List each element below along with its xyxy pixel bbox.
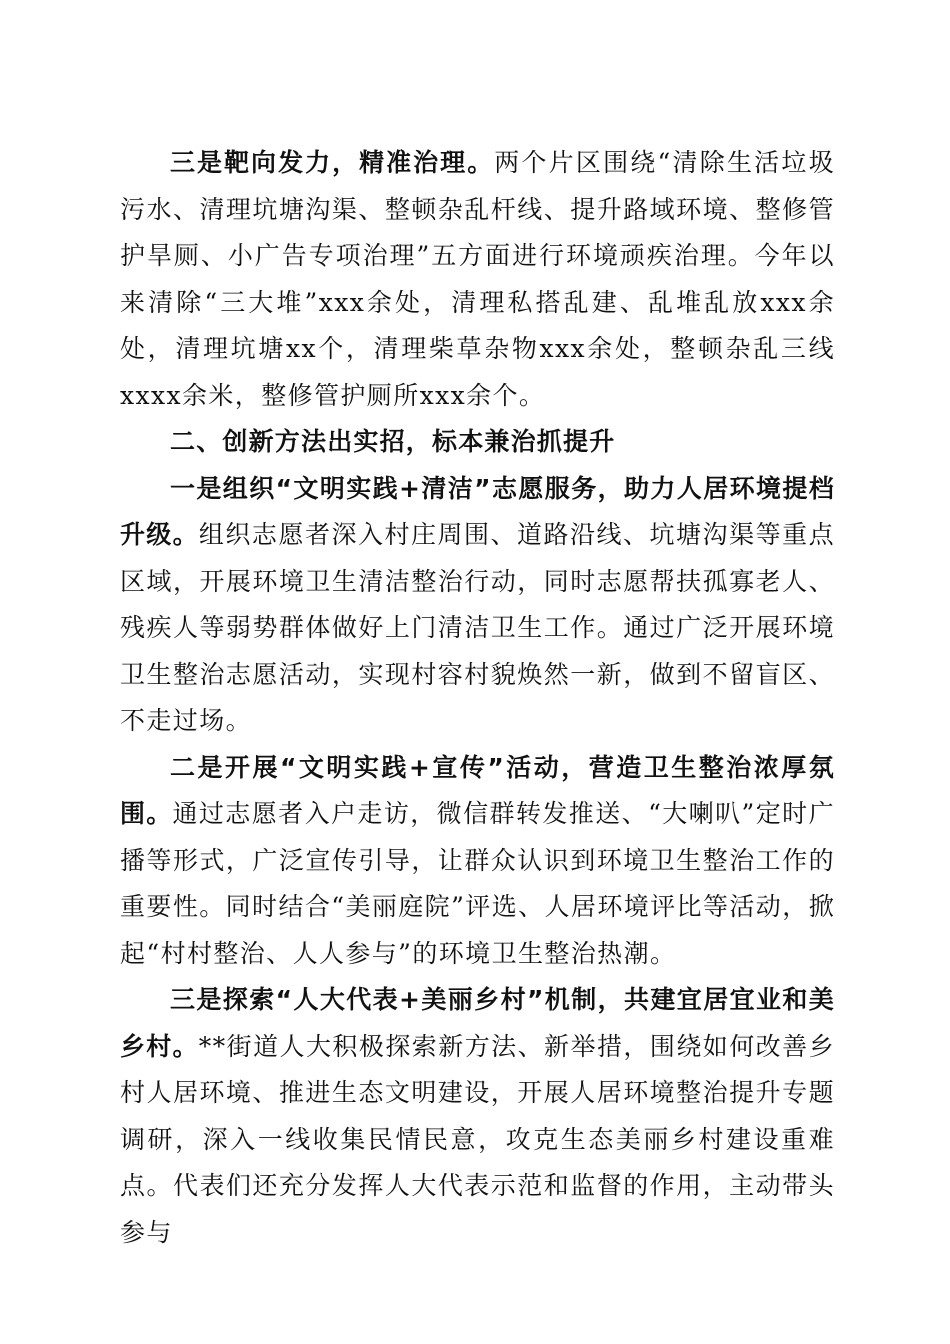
section-heading: 二、创新方法出实招，标本兼治抓提升: [170, 427, 616, 456]
paragraph-lead: 二是开展“文明实践+宣传”活动，营造卫生整治浓厚氛围。: [120, 752, 835, 828]
paragraph-lead: 一是组织“文明实践+清洁”志愿服务，助力人居环境提档升级。: [120, 473, 835, 549]
paragraph-publicity-activity: [120, 745, 835, 978]
document-body: [120, 140, 835, 1256]
paragraph-text: 两个片区围绕“清除生活垃圾污水、清理坑塘沟渠、整顿杂乱杆线、提升路域环境、整修管护旱厕、小广告专项治理”五方面进行环境顽疾治理。今年以来清除“三大堆”xxx余处，清理私搭乱建、乱堆乱放xxx余处，清理坑塘xx个，清理柴草杂物xxx余处，整顿杂乱三线xxxx余米，整修管护厕所xxx余个。: [120, 148, 836, 410]
paragraph-text: 通过志愿者入户走访，微信群转发推送、“大喇叭”定时广播等形式，广泛宣传引导，让群众认识到环境卫生整治工作的重要性。同时结合“美丽庭院”评选、人居环境评比等活动，掀起“村村整治、人人参与”的环境卫生整治热潮。: [120, 799, 835, 968]
paragraph-lead: 三是探索“人大代表+美丽乡村”机制，共建宜居宜业和美乡村。: [120, 985, 835, 1061]
paragraph-deputy-mechanism: [120, 977, 835, 1256]
paragraph-text: 组织志愿者深入村庄周围、道路沿线、坑塘沟渠等重点区域，开展环境卫生清洁整治行动，同时志愿帮扶孤寡老人、残疾人等弱势群体做好上门清洁卫生工作。通过广泛开展环境卫生整治志愿活动，实现村容村貌焕然一新，做到不留盲区、不走过场。: [120, 520, 835, 735]
paragraph-text: **街道人大积极探索新方法、新举措，围绕如何改善乡村人居环境、推进生态文明建设，开展人居环境整治提升专题调研，深入一线收集民情民意，攻克生态美丽乡村建设重难点。代表们还充分发挥人大代表示范和监督的作用，主动带头参与: [120, 1031, 835, 1247]
paragraph-lead: 三是靶向发力，精准治理。: [170, 148, 495, 177]
paragraph-targeted-governance: [120, 140, 835, 419]
paragraph-volunteer-service: [120, 466, 835, 745]
